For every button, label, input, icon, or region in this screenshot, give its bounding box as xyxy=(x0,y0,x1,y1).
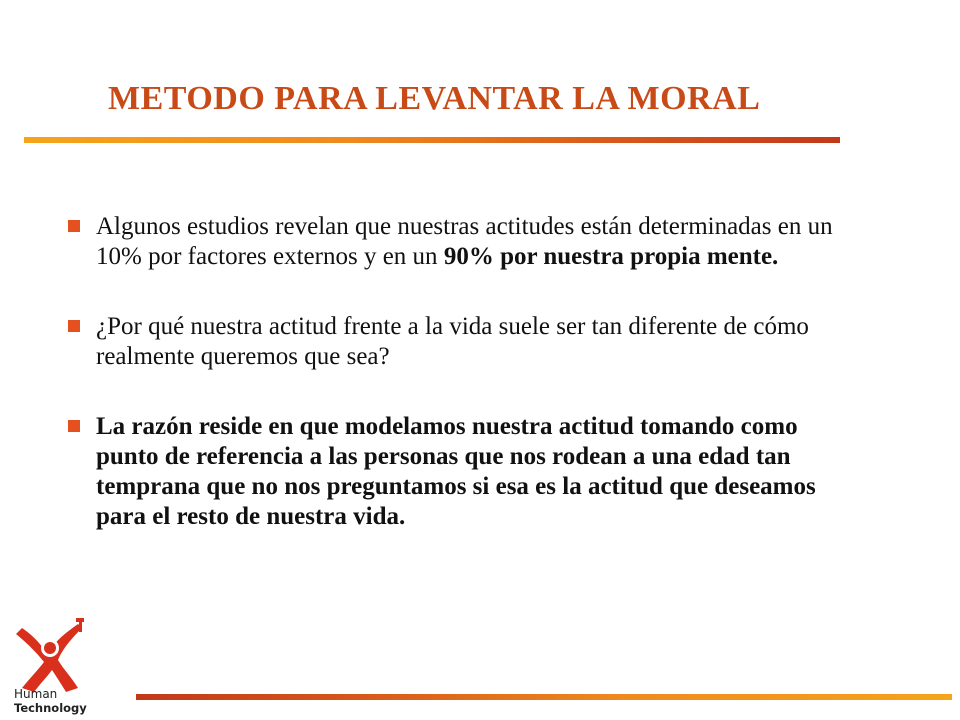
square-bullet-icon xyxy=(68,420,80,432)
bullet-text-3 xyxy=(96,412,864,532)
bullet-list xyxy=(64,212,864,572)
logo-text-technology: Technology xyxy=(14,701,87,715)
slide-title: METODO PARA LEVANTAR LA MORAL xyxy=(108,80,761,117)
bullet-3-part-1: La razón reside en que modelamos nuestra actitud tomando como punto de referencia a las personas que nos rodean a una edad tan temprana que no nos preguntamos si esa es la actitud que deseamos para el resto de nuestra vida. xyxy=(96,413,816,530)
logo-text-human: Human xyxy=(14,687,58,701)
bullet-1-part-1: Algunos estudios revelan que nuestras actitudes están determinadas en un 10% por factores externos y en un xyxy=(96,213,833,270)
bullet-1-part-2: 90% por nuestra propia mente. xyxy=(443,243,779,270)
bullet-item-2 xyxy=(64,312,864,372)
bullet-item-3 xyxy=(64,412,864,532)
footer-divider xyxy=(136,694,952,700)
bullet-text-2 xyxy=(96,312,864,372)
bullet-text-1 xyxy=(96,212,864,272)
bullet-2-part-1: ¿Por qué nuestra actitud frente a la vida suele ser tan diferente de cómo realmente queremos que sea? xyxy=(96,313,809,370)
square-bullet-icon xyxy=(68,220,80,232)
title-divider xyxy=(24,137,840,143)
bullet-item-1 xyxy=(64,212,864,272)
square-bullet-icon xyxy=(68,320,80,332)
